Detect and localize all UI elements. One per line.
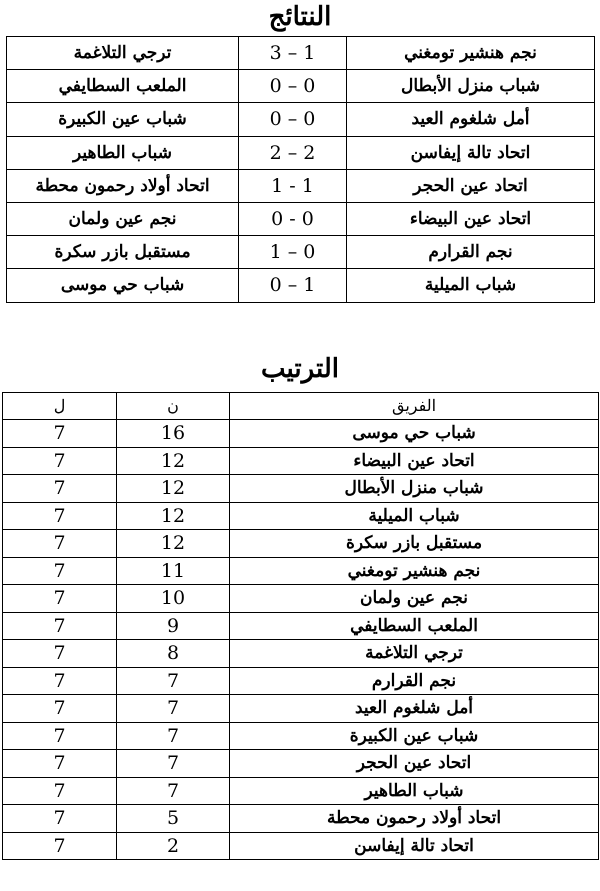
table-row	[3, 420, 599, 448]
games-played: 7	[3, 530, 117, 558]
table-row	[3, 805, 599, 833]
table-row	[7, 236, 595, 269]
table-row	[3, 447, 599, 475]
team-points: 7	[117, 722, 230, 750]
games-played: 7	[3, 502, 117, 530]
away-team: مستقبل بازر سكرة	[7, 236, 239, 269]
team-points: 10	[117, 585, 230, 613]
team-points: 12	[117, 447, 230, 475]
games-played: 7	[3, 695, 117, 723]
team-points: 7	[117, 695, 230, 723]
team-name: نجم هنشير تومغني	[230, 557, 599, 585]
table-row	[7, 103, 595, 136]
team-points: 7	[117, 667, 230, 695]
home-team: اتحاد عين الحجر	[347, 169, 595, 202]
games-played: 7	[3, 832, 117, 860]
team-name: نجم عين ولمان	[230, 585, 599, 613]
team-name: شباب حي موسى	[230, 420, 599, 448]
header-played: ل	[3, 393, 117, 420]
table-row	[3, 612, 599, 640]
team-name: شباب عين الكبيرة	[230, 722, 599, 750]
games-played: 7	[3, 805, 117, 833]
team-points: 12	[117, 502, 230, 530]
games-played: 7	[3, 420, 117, 448]
games-played: 7	[3, 557, 117, 585]
table-row	[3, 585, 599, 613]
team-name: ترجي التلاغمة	[230, 640, 599, 668]
table-row	[3, 777, 599, 805]
table-row	[3, 695, 599, 723]
table-row	[7, 136, 595, 169]
team-name: الملعب السطايفي	[230, 612, 599, 640]
games-played: 7	[3, 722, 117, 750]
games-played: 7	[3, 447, 117, 475]
table-row	[7, 269, 595, 302]
table-row	[7, 70, 595, 103]
match-score: 0 – 1	[239, 269, 347, 302]
table-row	[7, 37, 595, 70]
standings-table	[2, 392, 599, 860]
home-team: أمل شلغوم العيد	[347, 103, 595, 136]
match-score: 1 – 0	[239, 236, 347, 269]
team-points: 11	[117, 557, 230, 585]
results-table	[6, 36, 595, 303]
table-row	[3, 832, 599, 860]
team-name: شباب الميلية	[230, 502, 599, 530]
games-played: 7	[3, 750, 117, 778]
match-score: 2 – 2	[239, 136, 347, 169]
header-points: ن	[117, 393, 230, 420]
match-score: 0 – 0	[239, 70, 347, 103]
home-team: شباب الميلية	[347, 269, 595, 302]
team-points: 7	[117, 777, 230, 805]
match-score: 0 - 0	[239, 202, 347, 235]
match-score: 3 – 1	[239, 37, 347, 70]
table-row	[3, 502, 599, 530]
team-name: اتحاد عين البيضاء	[230, 447, 599, 475]
standings-body	[3, 420, 599, 860]
away-team: شباب الطاهير	[7, 136, 239, 169]
team-name: اتحاد عين الحجر	[230, 750, 599, 778]
table-row	[3, 640, 599, 668]
header-team: الفريق	[230, 393, 599, 420]
home-team: نجم القرارم	[347, 236, 595, 269]
table-row	[3, 557, 599, 585]
standings-title: الترتيب	[261, 354, 339, 384]
team-points: 7	[117, 750, 230, 778]
table-row	[3, 750, 599, 778]
team-name: اتحاد تالة إيفاسن	[230, 832, 599, 860]
away-team: ترجي التلاغمة	[7, 37, 239, 70]
standings-header-row	[3, 393, 599, 420]
team-name: أمل شلغوم العيد	[230, 695, 599, 723]
team-name: مستقبل بازر سكرة	[230, 530, 599, 558]
results-body	[7, 37, 595, 303]
team-points: 2	[117, 832, 230, 860]
results-title: النتائج	[268, 2, 332, 32]
away-team: اتحاد أولاد رحمون محطة	[7, 169, 239, 202]
home-team: نجم هنشير تومغني	[347, 37, 595, 70]
away-team: شباب حي موسى	[7, 269, 239, 302]
team-points: 12	[117, 530, 230, 558]
home-team: اتحاد تالة إيفاسن	[347, 136, 595, 169]
team-points: 5	[117, 805, 230, 833]
games-played: 7	[3, 640, 117, 668]
away-team: الملعب السطايفي	[7, 70, 239, 103]
team-points: 12	[117, 475, 230, 503]
games-played: 7	[3, 777, 117, 805]
away-team: نجم عين ولمان	[7, 202, 239, 235]
team-points: 16	[117, 420, 230, 448]
table-row	[3, 667, 599, 695]
team-name: شباب الطاهير	[230, 777, 599, 805]
table-row	[3, 475, 599, 503]
team-points: 9	[117, 612, 230, 640]
match-score: 1 - 1	[239, 169, 347, 202]
table-row	[3, 530, 599, 558]
table-row	[3, 722, 599, 750]
match-score: 0 – 0	[239, 103, 347, 136]
team-points: 8	[117, 640, 230, 668]
table-row	[7, 202, 595, 235]
away-team: شباب عين الكبيرة	[7, 103, 239, 136]
games-played: 7	[3, 475, 117, 503]
team-name: نجم القرارم	[230, 667, 599, 695]
games-played: 7	[3, 612, 117, 640]
games-played: 7	[3, 667, 117, 695]
games-played: 7	[3, 585, 117, 613]
team-name: اتحاد أولاد رحمون محطة	[230, 805, 599, 833]
team-name: شباب منزل الأبطال	[230, 475, 599, 503]
home-team: شباب منزل الأبطال	[347, 70, 595, 103]
home-team: اتحاد عين البيضاء	[347, 202, 595, 235]
table-row	[7, 169, 595, 202]
